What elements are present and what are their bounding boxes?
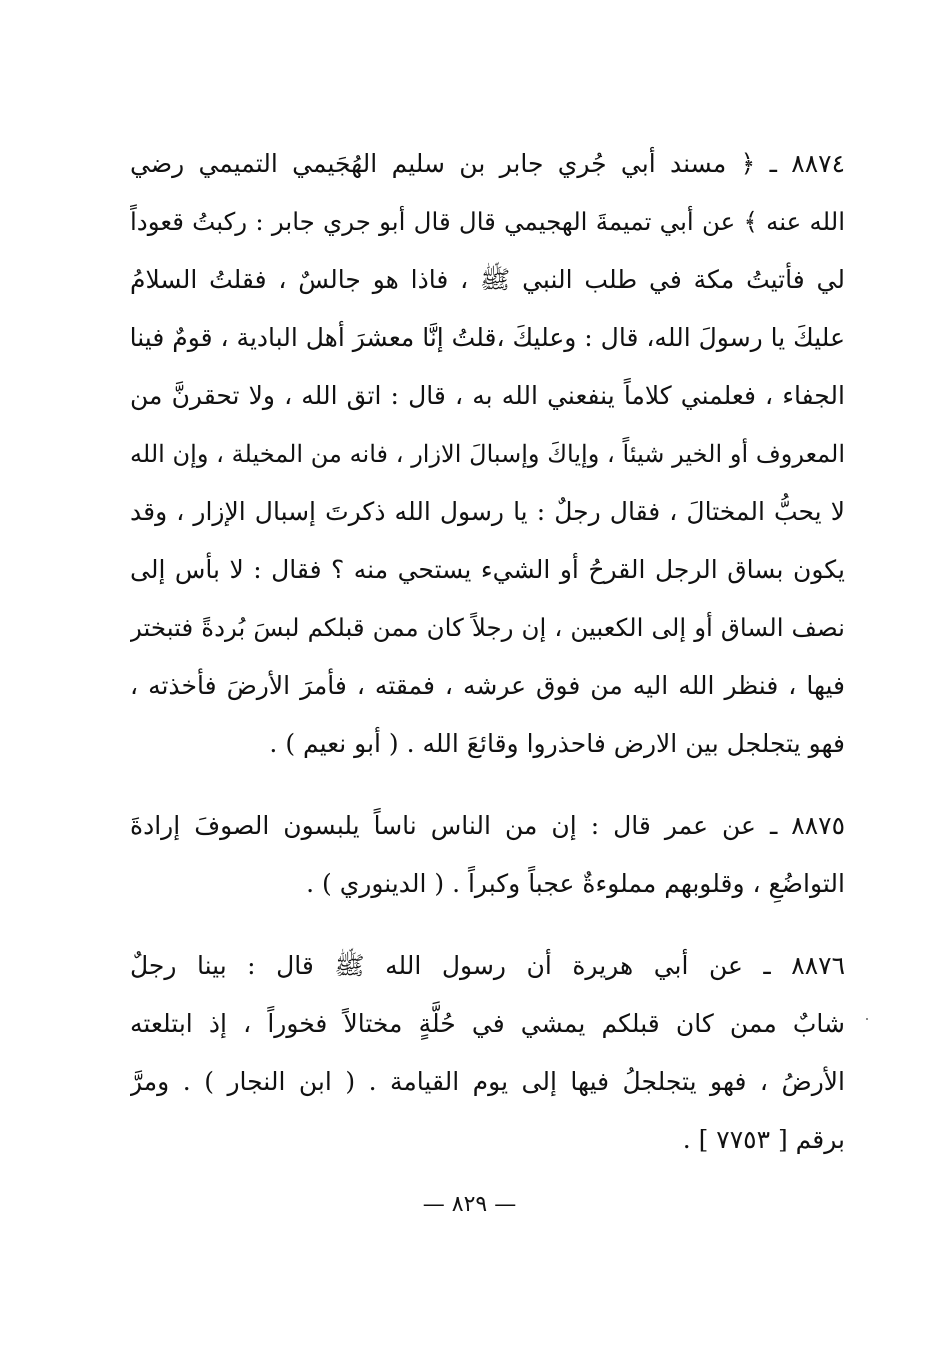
text-line: ٨٨٧٥ ـ عن عمر قال : إن من الناس ناساً يلبسون الصوفَ إرادةَ	[130, 811, 845, 840]
text-line: فهو يتجلجل بين الارض فاحذروا وقائعَ الله . ( أبو نعيم ) .	[269, 729, 845, 758]
text-line: عليكَ يا رسولَ الله، قال : وعليكَ ،قلتُ إنَّا معشرَ أهل البادية ، قومٌ فينا	[130, 323, 845, 352]
hadith-entry-8876	[130, 937, 845, 1169]
text-line: فيها ، فنظر الله اليه من فوق عرشه ، فمقته ، فأمرَ الأرضَ فأخذته ،	[130, 671, 845, 700]
hadith-entry-8874	[130, 135, 845, 773]
margin-speck	[866, 1018, 868, 1020]
text-line: الله عنه ﴾ عن أبي تميمةَ الهجيمي قال قال أبو جري جابر : ركبتُ قعوداً	[130, 207, 845, 236]
text-line: برقم [ ٧٧٥٣ ] .	[682, 1125, 845, 1154]
page-number: — ٨٢٩ —	[422, 1192, 517, 1217]
text-line: ٨٨٧٦ ـ عن أبي هريرة أن رسول الله ﷺ قال : بينا رجلٌ	[130, 951, 845, 980]
text-line: لي فأتيتُ مكة في طلب النبي ﷺ ، فاذا هو جالسٌ ، فقلتُ السلامُ	[130, 265, 845, 294]
hadith-entry-8875	[130, 797, 845, 913]
text-line: الجفاء ، فعلمني كلاماً ينفعني الله به ، قال : اتق الله ، ولا تحقرنَّ من	[130, 381, 845, 410]
text-line: ٨٨٧٤ ـ ﴿ مسند أبي جُري جابر بن سليم الهُجَيمي التميمي رضي	[130, 149, 845, 178]
text-line: التواضُعِ ، وقلوبهم مملوءةٌ عجباً وكبراً . ( الدينوري ) .	[306, 869, 845, 898]
text-line: نصف الساق أو إلى الكعبين ، إن رجلاً كان ممن قبلكم لبسَ بُردةً فتبختر	[130, 613, 845, 642]
text-line: شابٌ ممن كان قبلكم يمشي في حُلَّةٍ مختالاً فخوراً ، إذ ابتلعته	[130, 1009, 845, 1038]
page-body	[130, 135, 845, 1193]
text-line: الأرضُ ، فهو يتجلجلُ فيها إلى يوم القيامة . ( ابن النجار ) . ومرَّ	[130, 1067, 845, 1096]
text-line: يكون بساق الرجل القرحُ أو الشيء يستحي منه ؟ فقال : لا بأس إلى	[130, 555, 845, 584]
text-line: لا يحبُّ المختالَ ، فقال رجلٌ : يا رسول الله ذكرتَ إسبال الإزار ، وقد	[130, 497, 845, 526]
text-line: المعروف أو الخير شيئاً ، وإياكَ وإسبالَ الازار ، فانه من المخيلة ، وإن الله	[130, 440, 845, 468]
